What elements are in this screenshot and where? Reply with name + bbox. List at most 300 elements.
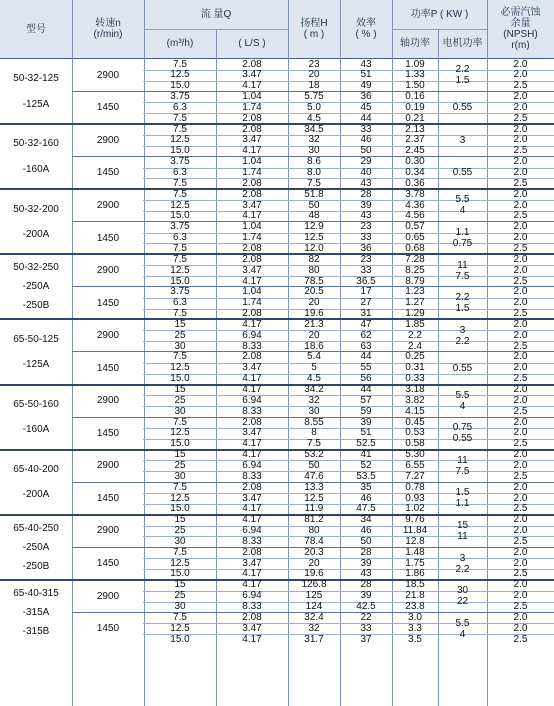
shaft-power-value: 1.86	[405, 568, 425, 580]
flow-ls-value: 8.33	[242, 470, 262, 482]
npsh-value: 2.5	[513, 340, 528, 352]
efficiency-value: 51	[360, 427, 372, 439]
head-value: 5	[311, 362, 317, 374]
header-subdivider	[392, 29, 487, 30]
shaft-power-value: 3.18	[405, 384, 425, 395]
flow-ls-value: 3.47	[242, 492, 262, 504]
model-label: -315A	[22, 606, 50, 618]
head-value: 124	[305, 601, 323, 612]
motor-power-line: 1.1	[455, 498, 470, 510]
flow-ls-value: 1.04	[242, 221, 262, 233]
flow-m3h-value: 7.5	[173, 416, 187, 428]
shaft-power-value: 4.36	[405, 199, 425, 211]
efficiency-value: 41	[360, 449, 372, 461]
efficiency-value: 36	[360, 242, 372, 254]
speed-value: 1450	[96, 167, 120, 179]
shaft-power-value: 7.28	[405, 253, 425, 265]
shaft-power-value: 0.36	[405, 177, 425, 189]
model-label: -160A	[22, 424, 50, 436]
head-value: 13.3	[304, 481, 324, 493]
flow-ls-value: 4.17	[242, 438, 262, 450]
model-labels	[0, 515, 72, 580]
head-value: 19.6	[304, 308, 324, 320]
npsh-value: 2.5	[513, 275, 528, 287]
shaft-power-value: 4.15	[405, 405, 425, 417]
efficiency-value: 50	[360, 535, 372, 547]
npsh-value: 2.0	[513, 58, 528, 70]
npsh-value: 2.0	[513, 481, 528, 493]
head-value: 20	[308, 329, 320, 341]
motor-power-line: 4	[459, 400, 466, 412]
head-value: 20	[308, 297, 320, 309]
npsh-value: 2.0	[513, 232, 528, 244]
npsh-value: 2.5	[513, 242, 528, 254]
flow-m3h-value: 3.75	[170, 91, 190, 103]
npsh-value: 2.5	[513, 503, 528, 515]
shaft-power-value: 9.76	[405, 514, 425, 526]
flow-ls-value: 4.17	[242, 275, 262, 287]
motor-power-value	[438, 580, 487, 613]
shaft-power-value: 0.33	[405, 373, 425, 385]
flow-m3h-value: 15.0	[170, 145, 190, 157]
flow-ls-value: 2.08	[242, 481, 262, 493]
shaft-power-value: 0.57	[405, 221, 425, 233]
head-value: 51.8	[304, 188, 324, 200]
npsh-value: 2.0	[513, 459, 528, 471]
head-value: 4.5	[307, 112, 321, 124]
flow-ls-value: 3.47	[242, 134, 262, 146]
motor-power-value	[438, 124, 487, 157]
efficiency-value: 34	[360, 514, 372, 526]
head-value: 50	[308, 199, 320, 211]
flow-m3h-value: 12.5	[170, 622, 190, 634]
efficiency-value: 47	[360, 318, 372, 330]
model-label: -200A	[22, 489, 50, 501]
speed-value: 2900	[96, 525, 120, 537]
motor-power-line: 15	[456, 519, 469, 531]
shaft-power-value: 0.53	[405, 427, 425, 439]
shaft-power-value: 8.79	[405, 275, 425, 287]
flow-m3h-value: 15.0	[170, 568, 190, 580]
flow-ls-value: 4.17	[242, 318, 262, 330]
model-labels	[0, 319, 72, 384]
flow-m3h-value: 7.5	[173, 112, 187, 124]
shaft-power-value: 0.65	[405, 232, 425, 244]
flow-m3h-value: 25	[174, 525, 186, 537]
flow-m3h-value: 3.75	[170, 156, 190, 168]
efficiency-value: 33	[360, 622, 372, 634]
flow-m3h-value: 7.5	[173, 351, 187, 363]
shaft-power-value: 3.3	[408, 622, 422, 634]
header-subdivider	[144, 29, 288, 30]
shaft-power-value: 0.45	[405, 416, 425, 428]
efficiency-value: 56	[360, 373, 372, 385]
flow-m3h-value: 6.3	[173, 232, 187, 244]
shaft-power-value: 0.25	[405, 351, 425, 363]
motor-power-line: 2.2	[455, 292, 470, 304]
shaft-power-value: 0.34	[405, 167, 425, 178]
motor-power-value	[438, 92, 487, 125]
head-value: 32	[308, 134, 320, 146]
speed-value: 1450	[96, 623, 120, 635]
npsh-value: 2.0	[513, 123, 528, 135]
shaft-power-value: 2.2	[408, 329, 422, 341]
efficiency-value: 62	[360, 329, 372, 341]
model-label: 65-50-160	[13, 398, 59, 410]
model-label: 65-40-315	[13, 587, 59, 599]
npsh-value: 2.0	[513, 167, 528, 178]
model-labels	[0, 254, 72, 319]
shaft-power-value: 0.31	[405, 362, 425, 374]
shaft-power-value: 23.8	[405, 601, 425, 612]
head-value: 34.2	[304, 384, 324, 395]
npsh-value: 2.5	[513, 80, 528, 92]
shaft-power-value: 3.0	[408, 611, 422, 623]
model-labels	[0, 124, 72, 189]
shaft-power-value: 1.27	[405, 297, 425, 309]
efficiency-value: 29	[360, 156, 372, 168]
shaft-power-value: 0.16	[405, 91, 425, 103]
flow-m3h-value: 7.5	[173, 188, 187, 200]
speed-value: 1450	[96, 558, 120, 570]
npsh-value: 2.0	[513, 286, 528, 298]
model-label: -315B	[22, 625, 50, 637]
flow-ls-value: 3.47	[242, 557, 262, 569]
npsh-value: 2.0	[513, 590, 528, 602]
flow-ls-value: 3.47	[242, 362, 262, 374]
motor-power-line: 30	[456, 585, 469, 597]
flow-m3h-value: 7.5	[173, 123, 187, 135]
efficiency-value: 52.5	[356, 438, 376, 450]
head-value: 126.8	[301, 579, 327, 591]
npsh-value: 2.0	[513, 264, 528, 276]
motor-power-value	[438, 189, 487, 222]
flow-m3h-value: 12.5	[170, 492, 190, 504]
flow-m3h-value: 7.5	[173, 546, 187, 558]
head-value: 12.5	[304, 492, 324, 504]
model-labels	[0, 59, 72, 124]
speed-value: 2900	[96, 395, 120, 407]
head-value: 12.5	[304, 232, 324, 244]
npsh-value: 2.0	[513, 525, 528, 537]
model-label: -125A	[22, 359, 50, 371]
flow-m3h-value: 12.5	[170, 557, 190, 569]
head-value: 32.4	[304, 611, 324, 623]
head-value: 20	[308, 69, 320, 81]
shaft-power-value: 4.56	[405, 210, 425, 222]
flow-m3h-value: 3.75	[170, 221, 190, 233]
flow-ls-value: 2.08	[242, 188, 262, 200]
shaft-power-value: 1.85	[405, 318, 425, 330]
efficiency-value: 43	[360, 210, 372, 222]
model-labels	[0, 385, 72, 450]
motor-power-line: 0.55	[452, 102, 473, 114]
flow-ls-value: 8.33	[242, 405, 262, 417]
head-value: 34.5	[304, 123, 324, 135]
flow-ls-value: 2.08	[242, 546, 262, 558]
efficiency-value: 39	[360, 199, 372, 211]
efficiency-value: 39	[360, 416, 372, 428]
shaft-power-value: 0.19	[405, 101, 425, 113]
head-value: 11.9	[304, 503, 324, 515]
npsh-value: 2.0	[513, 134, 528, 146]
head-value: 53.2	[304, 449, 324, 461]
npsh-value: 2.0	[513, 362, 528, 374]
speed-value: 1450	[96, 362, 120, 374]
head-value: 5.0	[307, 101, 321, 113]
flow-ls-value: 1.74	[242, 101, 262, 113]
shaft-power-value: 11.84	[402, 525, 428, 537]
flow-m3h-value: 30	[174, 340, 186, 352]
flow-m3h-value: 15.0	[170, 373, 190, 385]
shaft-power-value: 0.68	[405, 242, 425, 254]
head-value: 21.3	[304, 318, 324, 330]
shaft-power-value: 2.45	[405, 145, 425, 157]
motor-power-line: 1.5	[455, 75, 470, 87]
shaft-power-value: 3.5	[408, 633, 422, 645]
shaft-power-value: 1.09	[405, 58, 425, 70]
flow-ls-value: 3.47	[242, 427, 262, 439]
shaft-power-value: 2.37	[405, 134, 425, 146]
npsh-value: 2.0	[513, 199, 528, 211]
header-shaft-power: 轴功率	[400, 38, 430, 49]
flow-m3h-value: 12.5	[170, 134, 190, 146]
speed-value: 2900	[96, 199, 120, 211]
motor-power-value	[438, 547, 487, 580]
shaft-power-value: 1.75	[405, 557, 425, 569]
motor-power-value	[438, 157, 487, 190]
efficiency-value: 23	[360, 253, 372, 265]
flow-ls-value: 1.04	[242, 286, 262, 298]
header-speed: 转速n (r/min)	[93, 18, 123, 40]
model-labels	[0, 580, 72, 645]
flow-ls-value: 4.17	[242, 384, 262, 395]
efficiency-value: 33	[360, 232, 372, 244]
flow-m3h-value: 30	[174, 405, 186, 417]
head-value: 18	[308, 80, 320, 92]
npsh-value: 2.0	[513, 427, 528, 439]
flow-ls-value: 1.74	[242, 297, 262, 309]
shaft-power-value: 12.8	[405, 535, 425, 547]
motor-power-value	[438, 612, 487, 645]
motor-power-line: 11	[457, 259, 468, 271]
flow-m3h-value: 3.75	[170, 286, 190, 298]
motor-power-line: 4	[459, 205, 466, 217]
flow-ls-value: 1.74	[242, 167, 262, 178]
flow-ls-value: 4.17	[242, 579, 262, 591]
flow-ls-value: 4.17	[242, 373, 262, 385]
head-value: 48	[308, 210, 320, 222]
head-value: 8.6	[307, 156, 321, 168]
model-label: 65-40-250	[13, 522, 59, 534]
npsh-value: 2.5	[513, 601, 528, 612]
efficiency-value: 63	[360, 340, 372, 352]
motor-power-line: 3	[459, 134, 466, 146]
npsh-value: 2.5	[513, 470, 528, 482]
motor-power-line: 1.5	[455, 303, 470, 315]
flow-ls-value: 6.94	[242, 459, 262, 471]
flow-ls-value: 2.08	[242, 416, 262, 428]
flow-m3h-value: 7.5	[173, 242, 187, 254]
motor-power-value	[438, 254, 487, 287]
motor-power-line: 0.75	[452, 422, 473, 434]
efficiency-value: 27	[360, 297, 372, 309]
flow-m3h-value: 12.5	[170, 264, 190, 276]
header-flow-ls: ( L/S )	[238, 38, 266, 49]
efficiency-value: 49	[360, 80, 372, 92]
npsh-value: 2.5	[513, 145, 528, 157]
flow-m3h-value: 25	[174, 459, 186, 471]
shaft-power-value: 1.02	[405, 503, 425, 515]
model-label: -250B	[22, 300, 50, 312]
efficiency-value: 22	[360, 611, 372, 623]
motor-power-line: 11	[457, 530, 468, 542]
flow-m3h-value: 15.0	[170, 438, 190, 450]
model-labels	[0, 189, 72, 254]
npsh-value: 2.0	[513, 69, 528, 81]
npsh-value: 2.5	[513, 177, 528, 189]
efficiency-value: 51	[360, 69, 372, 81]
head-value: 32	[308, 622, 320, 634]
efficiency-value: 43	[360, 568, 372, 580]
shaft-power-value: 1.48	[405, 546, 425, 558]
speed-value: 1450	[96, 102, 120, 114]
npsh-value: 2.0	[513, 297, 528, 309]
npsh-value: 2.5	[513, 405, 528, 417]
motor-power-line: 1.5	[455, 487, 470, 499]
flow-m3h-value: 25	[174, 590, 186, 602]
flow-ls-value: 3.47	[242, 264, 262, 276]
flow-ls-value: 4.17	[242, 514, 262, 526]
model-label: 50-32-125	[13, 73, 59, 85]
motor-power-value	[438, 287, 487, 320]
motor-power-line: 2.2	[455, 563, 470, 575]
motor-power-line: 2.2	[455, 64, 470, 76]
flow-m3h-value: 7.5	[173, 58, 187, 70]
motor-power-line: 0.55	[452, 167, 473, 179]
model-label: 50-32-200	[13, 203, 59, 215]
efficiency-value: 43	[360, 177, 372, 189]
head-value: 78.5	[304, 275, 324, 287]
flow-m3h-value: 30	[174, 601, 186, 612]
efficiency-value: 28	[360, 188, 372, 200]
flow-ls-value: 4.17	[242, 80, 262, 92]
efficiency-value: 39	[360, 590, 372, 602]
npsh-value: 2.0	[513, 492, 528, 504]
efficiency-value: 33	[360, 123, 372, 135]
flow-m3h-value: 15.0	[170, 633, 190, 645]
head-value: 47.6	[304, 470, 324, 482]
head-value: 8.0	[307, 167, 321, 178]
npsh-value: 2.0	[513, 91, 528, 103]
speed-value: 1450	[96, 492, 120, 504]
flow-ls-value: 1.04	[242, 156, 262, 168]
npsh-value: 2.0	[513, 384, 528, 395]
model-label: -160A	[22, 163, 50, 175]
npsh-value: 2.0	[513, 221, 528, 233]
speed-value: 1450	[96, 232, 120, 244]
flow-m3h-value: 6.3	[173, 297, 187, 309]
head-value: 80	[308, 264, 320, 276]
flow-ls-value: 6.94	[242, 590, 262, 602]
model-label: -250A	[22, 281, 50, 293]
npsh-value: 2.5	[513, 568, 528, 580]
speed-value: 2900	[96, 330, 120, 342]
shaft-power-value: 0.78	[405, 481, 425, 493]
npsh-value: 2.0	[513, 351, 528, 363]
shaft-power-value: 5.30	[405, 449, 425, 461]
efficiency-value: 44	[360, 351, 372, 363]
head-value: 125	[305, 590, 323, 602]
flow-ls-value: 1.04	[242, 91, 262, 103]
flow-m3h-value: 7.5	[173, 308, 187, 320]
flow-m3h-value: 7.5	[173, 253, 187, 265]
shaft-power-value: 0.93	[405, 492, 425, 504]
head-value: 23	[308, 58, 320, 70]
npsh-value: 2.5	[513, 308, 528, 320]
motor-power-line: 5.5	[455, 389, 470, 401]
header-power: 功率P ( KW )	[410, 9, 469, 20]
head-value: 78.4	[304, 535, 324, 547]
efficiency-value: 44	[360, 112, 372, 124]
npsh-value: 2.0	[513, 394, 528, 406]
head-value: 81.2	[304, 514, 324, 526]
flow-ls-value: 2.08	[242, 123, 262, 135]
npsh-value: 2.0	[513, 579, 528, 591]
efficiency-value: 36.5	[356, 275, 376, 287]
speed-value: 2900	[96, 590, 120, 602]
motor-power-value	[438, 352, 487, 385]
efficiency-value: 50	[360, 145, 372, 157]
flow-m3h-value: 15.0	[170, 210, 190, 222]
shaft-power-value: 1.29	[405, 308, 425, 320]
shaft-power-value: 0.58	[405, 438, 425, 450]
speed-value: 1450	[96, 427, 120, 439]
head-value: 82	[308, 253, 320, 265]
flow-ls-value: 1.74	[242, 232, 262, 244]
header-npsh: 必需汽蚀 余量 (NPSH) r(m)	[500, 7, 541, 51]
header-head: 扬程H ( m )	[300, 18, 328, 40]
flow-ls-value: 8.33	[242, 340, 262, 352]
flow-m3h-value: 15	[174, 514, 186, 526]
speed-value: 2900	[96, 134, 120, 146]
efficiency-value: 35	[360, 481, 372, 493]
model-label: -200A	[22, 228, 50, 240]
shaft-power-value: 1.23	[405, 286, 425, 298]
motor-power-line: 2.2	[455, 335, 470, 347]
shaft-power-value: 7.27	[405, 470, 425, 482]
header-motor-power: 电机功率	[442, 38, 483, 49]
flow-ls-value: 4.17	[242, 449, 262, 461]
flow-ls-value: 2.08	[242, 308, 262, 320]
efficiency-value: 28	[360, 546, 372, 558]
npsh-value: 2.0	[513, 188, 528, 200]
flow-ls-value: 2.08	[242, 253, 262, 265]
motor-power-value	[438, 515, 487, 548]
head-value: 7.5	[307, 177, 321, 189]
npsh-value: 2.0	[513, 449, 528, 461]
flow-m3h-value: 15	[174, 579, 186, 591]
efficiency-value: 52	[360, 459, 372, 471]
efficiency-value: 55	[360, 362, 372, 374]
flow-m3h-value: 15.0	[170, 80, 190, 92]
efficiency-value: 17	[360, 286, 372, 298]
head-value: 80	[308, 525, 320, 537]
flow-ls-value: 4.17	[242, 503, 262, 515]
flow-m3h-value: 6.3	[173, 167, 187, 178]
flow-ls-value: 6.94	[242, 329, 262, 341]
shaft-power-value: 2.13	[405, 123, 425, 135]
